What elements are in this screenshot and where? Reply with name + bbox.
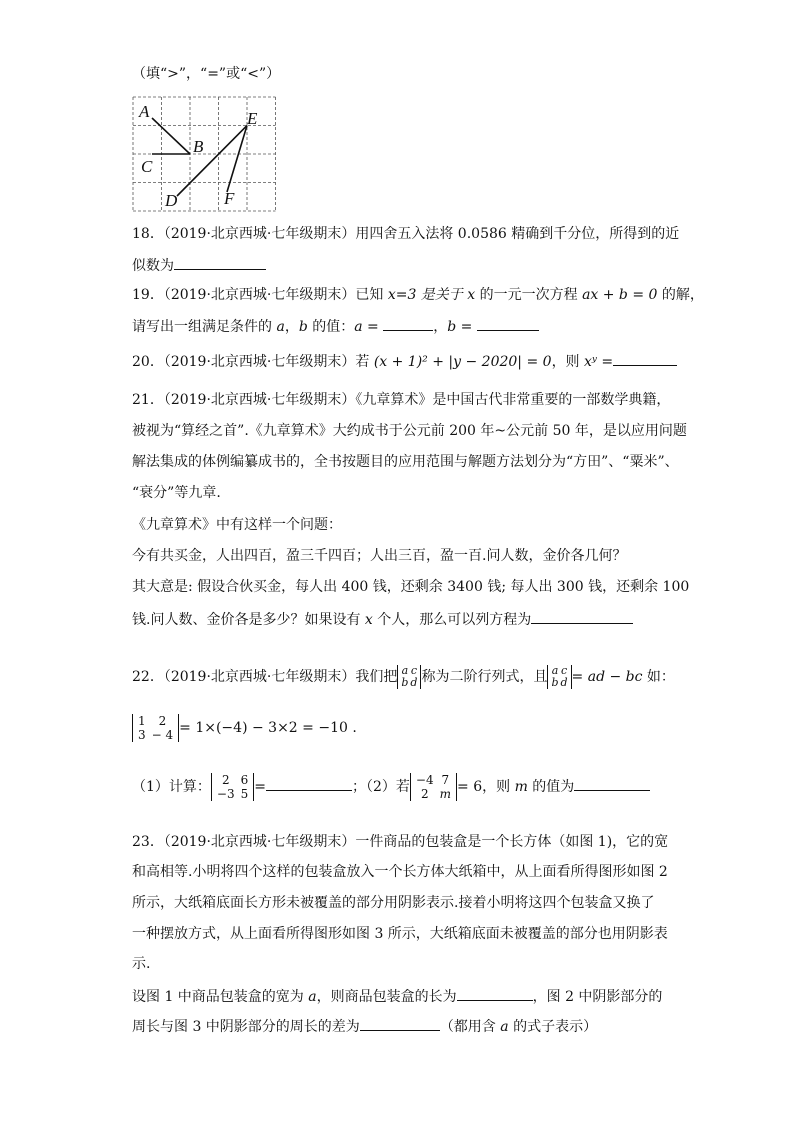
variable-a: a (500, 1019, 509, 1035)
det-cell: 7 (441, 773, 450, 787)
question-text: 的式子表示） (508, 1019, 598, 1035)
det-cell: b (551, 676, 559, 689)
point-label-c: C (141, 157, 153, 176)
question-19 (132, 285, 704, 305)
det-cell: a (401, 664, 409, 677)
point-label-a: A (139, 102, 150, 121)
question-text: 今有共买金，人出四百，盈三千四百；人出三百，盈一百.问人数，金价各几何？ (132, 548, 627, 564)
question-text: ，图 2 中阴影部分的 (532, 989, 663, 1005)
det-cell: d (410, 676, 418, 689)
det-cell: b (401, 676, 409, 689)
question-20 (132, 350, 677, 372)
det-cell: c (410, 664, 418, 677)
question-number: 23． (132, 834, 164, 850)
det-cell: 1 (138, 714, 146, 728)
answer-blank-1[interactable] (266, 775, 352, 791)
question-text: 的值为 (527, 779, 575, 795)
question-number: 20． (132, 354, 164, 370)
det-cell: c (560, 664, 568, 677)
expression-xy: xʸ (584, 354, 597, 370)
point-label-d: D (165, 191, 178, 210)
answer-blank[interactable] (531, 608, 633, 624)
point-label-e: E (247, 109, 258, 128)
question-text: 所示，大纸箱底面长方形未被覆盖的部分用阴影表示.接着小明将这四个包装盒又换了 (132, 895, 655, 911)
equation: (x + 1)² + |y − 2020| = 0 (373, 354, 552, 370)
part-2-label: （2）若 (366, 779, 410, 795)
answer-blank-2[interactable] (360, 1015, 440, 1031)
determinant-2 (410, 773, 457, 801)
semicolon: ； (352, 779, 366, 795)
grid-figure (132, 96, 277, 212)
det-cell: − 4 (151, 728, 174, 742)
question-text: 个人，那么可以列方程为 (372, 612, 532, 628)
question-text: 其大意是: 假设合伙买金，每人出 400 钱，还剩余 3400 钱; 每人出 300 钱，还剩余 100 (132, 579, 690, 595)
det-cell: a (551, 664, 559, 677)
question-text: 的解， (657, 287, 704, 303)
question-number: 18． (132, 226, 164, 242)
question-number: 21． (132, 392, 164, 408)
determinant-abcd (397, 665, 421, 689)
question-text: 我们把 (355, 669, 398, 685)
part-1-label: （1）计算： (132, 779, 211, 795)
answer-blank-b[interactable] (477, 315, 539, 331)
question-text: ，则 (482, 779, 515, 795)
example-determinant (132, 714, 179, 742)
question-text: 一件商品的包装盒是一个长方体（如图 1)，它的宽 (355, 834, 669, 850)
question-source: （2019·北京西城·七年级期末） (163, 392, 356, 408)
question-source: （2019·北京西城·七年级期末） (163, 354, 356, 370)
equals-sign: = (596, 354, 614, 370)
determinant-formula: = ad − bc (571, 669, 643, 685)
variable-m: m (514, 779, 528, 795)
question-text: 的值： (307, 319, 355, 335)
determinant-abcd (547, 665, 571, 689)
question-23 (132, 832, 668, 852)
question-number: 22． (132, 669, 164, 685)
answer-blank-a[interactable] (383, 315, 433, 331)
question-source: （2019·北京西城·七年级期末） (163, 226, 356, 242)
variable-b: b (298, 319, 308, 335)
variable-a: a (276, 319, 285, 335)
question-source: （2019·北京西城·七年级期末） (163, 287, 356, 303)
equals-sign: = (254, 779, 266, 795)
answer-blank-2[interactable] (574, 775, 650, 791)
det-cell: 6 (240, 773, 249, 787)
comma: ， (284, 319, 299, 335)
question-21 (132, 390, 670, 410)
question-19-line2 (132, 315, 539, 337)
answer-blank[interactable] (613, 350, 677, 366)
point-label-f: F (224, 189, 235, 208)
question-18 (132, 224, 679, 244)
question-text: 被视为“算经之首”.《九章算术》大约成书于公元前 200 年~公元前 50 年，是以应用问题 (132, 423, 687, 439)
question-text: 用四舍五入法将 0.0586 精确到千分位，所得到的近 (355, 226, 680, 242)
question-text: （都用含 (439, 1019, 501, 1035)
det-cell: 2 (221, 773, 230, 787)
determinant-1 (211, 773, 254, 801)
det-cell: −4 (415, 773, 434, 787)
question-23-line7 (132, 1015, 597, 1037)
question-source: （2019·北京西城·七年级期末） (163, 834, 356, 850)
answer-blank[interactable] (174, 254, 266, 270)
variable-x: x (467, 287, 476, 303)
question-text: “衰分”等九章. (132, 485, 221, 501)
det-cell: 2 (420, 787, 429, 801)
example-equation: = 1×(−4) − 3×2 = −10 . (179, 720, 357, 736)
question-22-parts (132, 772, 650, 802)
question-text: 的一元一次方程 (475, 287, 583, 303)
det-cell: d (560, 676, 568, 689)
question-21-line8 (132, 608, 633, 630)
point-label-b: B (193, 137, 204, 156)
determinant-example (132, 713, 357, 743)
b-label: b = (447, 319, 477, 335)
question-text: ，则 (551, 354, 585, 370)
question-text: 已知 (355, 287, 388, 303)
question-18-line2 (132, 254, 266, 276)
question-text: 一种摆放方式，从上面看所得图形如图 3 所示，大纸箱底面未被覆盖的部分也用阴影表 (132, 926, 668, 942)
question-text: 钱.问人数、金价各是多少？如果设有 (132, 612, 365, 628)
question-22 (132, 662, 675, 692)
question-source: （2019·北京西城·七年级期末） (163, 669, 356, 685)
question-text: 示. (132, 956, 151, 972)
variable-a: a (308, 989, 317, 1005)
question-text: 设图 1 中商品包装盒的宽为 (132, 989, 309, 1005)
fill-instruction: （填“>”，“=”或“<”） (132, 66, 281, 82)
question-text: ，则商品包装盒的长为 (316, 989, 457, 1005)
question-text: 称为二阶行列式，且 (421, 669, 548, 685)
question-text: 和高相等.小明将四个这样的包装盒放入一个长方体大纸箱中，从上面看所得图形如图 2 (132, 864, 668, 880)
answer-blank-1[interactable] (457, 985, 533, 1001)
question-text: x=3 是关于 (387, 287, 468, 303)
question-23-line6 (132, 985, 662, 1007)
comma: ， (433, 319, 448, 335)
det-cell: 3 (138, 728, 146, 742)
det-cell: 2 (158, 714, 167, 728)
question-text: 解法集成的体例编纂成书的，全书按题目的应用范围与解题方法划分为“方田”、“粟米”、 (132, 454, 679, 470)
a-label: a = (354, 319, 384, 335)
equation: ax + b = 0 (582, 287, 658, 303)
question-text: 《九章算术》中有这样一个问题： (132, 517, 342, 533)
question-text: 如： (642, 669, 675, 685)
question-text: 若 (355, 354, 374, 370)
equation: = 6 (457, 779, 483, 795)
question-text: 似数为 (132, 258, 174, 274)
question-text: 周长与图 3 中阴影部分的周长的差为 (132, 1019, 360, 1035)
det-cell: −3 (216, 787, 235, 801)
question-text: 请写出一组满足条件的 (132, 319, 277, 335)
question-text: 《九章算术》是中国古代非常重要的一部数学典籍， (355, 392, 671, 408)
question-number: 19． (132, 287, 164, 303)
det-cell: m (439, 787, 452, 801)
segment-ab (152, 118, 190, 154)
det-cell: 5 (240, 787, 249, 801)
variable-x: x (364, 612, 373, 628)
